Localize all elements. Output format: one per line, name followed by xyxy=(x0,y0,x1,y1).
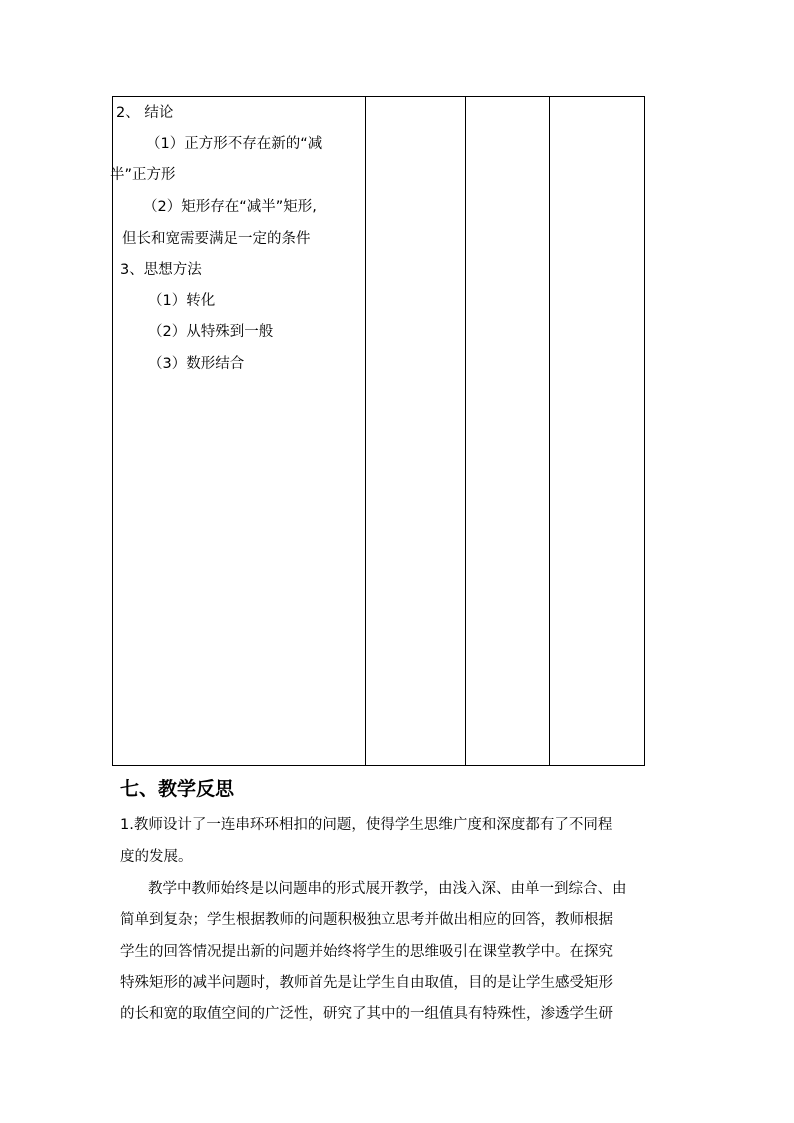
paragraph-line: 学生的回答情况提出新的问题并始终将学生的思维吸引在课堂教学中。在探究 xyxy=(120,944,613,960)
paragraph-line: 的长和宽的取值空间的广泛性，研究了其中的一组值具有特殊性，渗透学生研 xyxy=(120,1006,613,1022)
table-column-divider xyxy=(365,97,366,765)
method-item-2: （2）从特殊到一般 xyxy=(148,324,274,340)
method-item-3: （3）数形结合 xyxy=(148,356,245,372)
method-item-1: （1）转化 xyxy=(148,293,216,309)
section-heading: 七、教学反思 xyxy=(120,778,235,800)
conclusion-item-2-continued: 但长和宽需要满足一定的条件 xyxy=(122,231,311,247)
paragraph-line: 教学中教师始终是以问题串的形式展开教学，由浅入深、由单一到综合、由 xyxy=(148,881,627,897)
conclusion-item-1-continued: 半”正方形 xyxy=(110,167,176,183)
lesson-table xyxy=(112,96,645,766)
paragraph-line: 1.教师设计了一连串环环相扣的问题，使得学生思维广度和深度都有了不同程 xyxy=(120,817,613,833)
paragraph-line: 特殊矩形的减半问题时，教师首先是让学生自由取值，目的是让学生感受矩形 xyxy=(120,975,613,991)
table-column-divider xyxy=(465,97,466,765)
paragraph-line: 度的发展。 xyxy=(120,849,193,865)
paragraph-line: 简单到复杂；学生根据教师的问题积极独立思考并做出相应的回答，教师根据 xyxy=(120,912,613,928)
conclusion-item-1: （1）正方形不存在新的“减 xyxy=(146,136,323,152)
conclusion-heading: 2、 结论 xyxy=(116,105,174,121)
conclusion-item-2: （2）矩形存在“减半”矩形, xyxy=(143,199,317,215)
method-heading: 3、思想方法 xyxy=(120,262,202,278)
table-column-divider xyxy=(549,97,550,765)
